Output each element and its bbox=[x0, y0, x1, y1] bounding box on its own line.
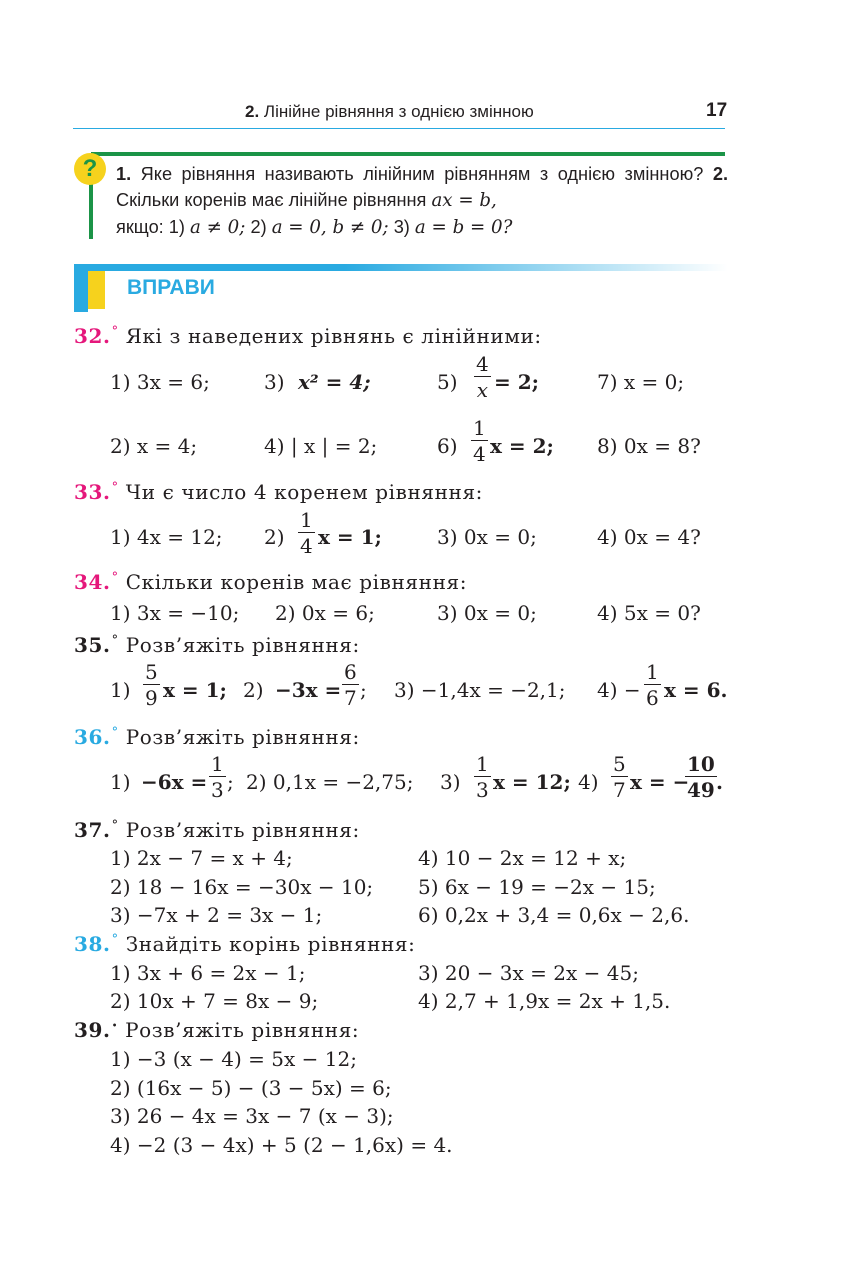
equation-item: x = 2; bbox=[490, 434, 554, 458]
equation-item: x = − bbox=[630, 770, 690, 794]
equation-item: 4) 10 − 2x = 12 + x; bbox=[418, 846, 627, 870]
equation-label: 6) bbox=[437, 434, 458, 458]
exercise-number: 36. bbox=[74, 725, 111, 749]
fraction: $\frac{1}{4}$ bbox=[300, 508, 313, 558]
equation-item: 3) 20 − 3x = 2x − 45; bbox=[418, 961, 639, 985]
fraction: $\frac{1}{6}$ bbox=[646, 660, 659, 710]
page-number: 17 bbox=[706, 100, 728, 121]
q2-equation: ax = b, bbox=[431, 190, 497, 211]
equation-label: 3) bbox=[264, 370, 285, 394]
fraction: $\frac{1}{3}$ bbox=[476, 752, 489, 802]
equation-item: x = 1; bbox=[163, 678, 227, 702]
exercise-36-title: 36.° Розв’яжіть рівняння: bbox=[74, 725, 360, 749]
q2-case3: a = b = 0? bbox=[414, 217, 513, 238]
exercise-number: 32. bbox=[74, 324, 111, 348]
q2-case2-lead: 2) bbox=[250, 217, 267, 237]
questions-top-bar bbox=[91, 152, 725, 156]
equation-item: −6x = bbox=[141, 770, 208, 794]
exercise-text: Розв’яжіть рівняння: bbox=[125, 725, 360, 749]
exercise-number: 34. bbox=[74, 570, 111, 594]
equation-label: 1) bbox=[110, 678, 131, 702]
equation-item: 3) −7x + 2 = 3x − 1; bbox=[110, 903, 323, 927]
fraction: $\frac{4}{x}$ bbox=[476, 352, 489, 402]
q2-case2: a = 0, b ≠ 0; bbox=[271, 217, 389, 238]
exercise-text: Розв’яжіть рівняння: bbox=[125, 1018, 360, 1042]
exercise-text: Знайдіть корінь рівняння: bbox=[125, 932, 416, 956]
equation-item: 6) 0,2x + 3,4 = 0,6x − 2,6. bbox=[418, 903, 690, 927]
exercise-37-title: 37.° Розв’яжіть рівняння: bbox=[74, 818, 360, 842]
equation-item: x = 12; bbox=[493, 770, 571, 794]
q2-case1: a ≠ 0; bbox=[190, 217, 246, 238]
fraction: $\frac{5}{9}$ bbox=[145, 660, 158, 710]
equation-item: 2) 0,1x = −2,75; bbox=[246, 770, 414, 794]
equation-item: ; bbox=[227, 770, 234, 794]
exercise-number: 35. bbox=[74, 633, 111, 657]
section-number: 2. bbox=[245, 102, 260, 121]
equation-item: x = 1; bbox=[318, 525, 382, 549]
banner-gradient-bar bbox=[88, 264, 728, 271]
equation-item: 2) x = 4; bbox=[110, 434, 198, 458]
equation-item: 4) 0x = 4? bbox=[597, 525, 701, 549]
equation-item: 1) 2x − 7 = x + 4; bbox=[110, 846, 293, 870]
equation-item: 3) 26 − 4x = 3x − 7 (x − 3); bbox=[110, 1104, 394, 1128]
exercise-text: Розв’яжіть рівняння: bbox=[125, 818, 360, 842]
equation-item: 5) 6x − 19 = −2x − 15; bbox=[418, 875, 656, 899]
exercise-text: Розв’яжіть рівняння: bbox=[125, 633, 360, 657]
review-questions bbox=[116, 161, 728, 241]
q1-text: Яке рівняння називають лінійним рівнянням з однією змінною? bbox=[140, 164, 704, 184]
equation-item: = 2; bbox=[494, 370, 540, 394]
equation-item: 3) −1,4x = −2,1; bbox=[394, 678, 566, 702]
equation-item: ; bbox=[360, 678, 367, 702]
exercise-33-title: 33.° Чи є число 4 коренем рівняння: bbox=[74, 480, 484, 504]
equation-item: 3) 0x = 0; bbox=[437, 601, 537, 625]
exercise-text: Які з наведених рівнянь є лінійними: bbox=[125, 324, 542, 348]
exercise-number: 38. bbox=[74, 932, 111, 956]
fraction: $\frac{10}{49}$ bbox=[687, 752, 715, 802]
equation-label: 2) bbox=[243, 678, 264, 702]
equation-item: −3x = bbox=[275, 678, 342, 702]
exercise-number: 33. bbox=[74, 480, 111, 504]
equation-label: 4) − bbox=[597, 678, 641, 702]
banner-blue-tab bbox=[74, 264, 88, 312]
exercise-35-title: 35.° Розв’яжіть рівняння: bbox=[74, 633, 360, 657]
equation-item: x = 6. bbox=[664, 678, 728, 702]
equation-item: 1) 3x + 6 = 2x − 1; bbox=[110, 961, 306, 985]
exercise-34-title: 34.° Скільки коренів має рівняння: bbox=[74, 570, 468, 594]
equation-item: 4) −2 (3 − 4x) + 5 (2 − 1,6x) = 4. bbox=[110, 1133, 453, 1157]
equation-item: 4) 5x = 0? bbox=[597, 601, 701, 625]
q2-case3-lead: 3) bbox=[393, 217, 410, 237]
exercise-number: 39. bbox=[74, 1018, 111, 1042]
fraction: $\frac{5}{7}$ bbox=[613, 752, 626, 802]
fraction: $\frac{1}{3}$ bbox=[211, 752, 224, 802]
banner-yellow-tab bbox=[88, 271, 105, 309]
equation-item: 1) 4x = 12; bbox=[110, 525, 223, 549]
equation-item: 4) 2,7 + 1,9x = 2x + 1,5. bbox=[418, 989, 671, 1013]
equation-item: 1) −3 (x − 4) = 5x − 12; bbox=[110, 1047, 357, 1071]
section-title: Лінійне рівняння з однією змінною bbox=[263, 102, 534, 121]
fraction: $\frac{1}{4}$ bbox=[473, 416, 486, 466]
exercise-text: Скільки коренів має рівняння: bbox=[125, 570, 468, 594]
equation-label: 1) bbox=[110, 770, 131, 794]
equation-item: 7) x = 0; bbox=[597, 370, 685, 394]
equation-item: 3) 0x = 0; bbox=[437, 525, 537, 549]
equation-label: 2) bbox=[264, 525, 285, 549]
exercise-number: 37. bbox=[74, 818, 111, 842]
equation-label: 5) bbox=[437, 370, 458, 394]
exercise-38-title: 38.° Знайдіть корінь рівняння: bbox=[74, 932, 416, 956]
q2-number: 2. bbox=[712, 164, 728, 184]
equation-item: 2) (16x − 5) − (3 − 5x) = 6; bbox=[110, 1076, 392, 1100]
equation-item: 2) 18 − 16x = −30x − 10; bbox=[110, 875, 374, 899]
equation-item: x² = 4; bbox=[298, 370, 371, 394]
equation-item: 2) 0x = 6; bbox=[275, 601, 375, 625]
equation-item: 1) 3x = 6; bbox=[110, 370, 210, 394]
exercise-39-title: 39.• Розв’яжіть рівняння: bbox=[74, 1018, 360, 1042]
equation-label: 4) bbox=[578, 770, 599, 794]
q1-number: 1. bbox=[116, 164, 132, 184]
equation-label: 3) bbox=[440, 770, 461, 794]
question-mark-icon: ? bbox=[74, 153, 106, 185]
q2-text: Скільки коренів має лінійне рівняння bbox=[116, 190, 427, 210]
exercises-heading: ВПРАВИ bbox=[127, 276, 215, 299]
q2-cases-lead: якщо: 1) bbox=[116, 217, 185, 237]
equation-item: 8) 0x = 8? bbox=[597, 434, 701, 458]
equation-item: . bbox=[716, 770, 723, 794]
header-rule bbox=[73, 128, 725, 129]
exercise-text: Чи є число 4 коренем рівняння: bbox=[125, 480, 484, 504]
equation-item: 4) | x | = 2; bbox=[264, 434, 378, 458]
running-header bbox=[245, 102, 534, 122]
exercise-32-title: 32.° Які з наведених рівнянь є лінійними: bbox=[74, 324, 542, 348]
equation-item: 1) 3x = −10; bbox=[110, 601, 240, 625]
equation-item: 2) 10x + 7 = 8x − 9; bbox=[110, 989, 319, 1013]
fraction: $\frac{6}{7}$ bbox=[344, 660, 357, 710]
